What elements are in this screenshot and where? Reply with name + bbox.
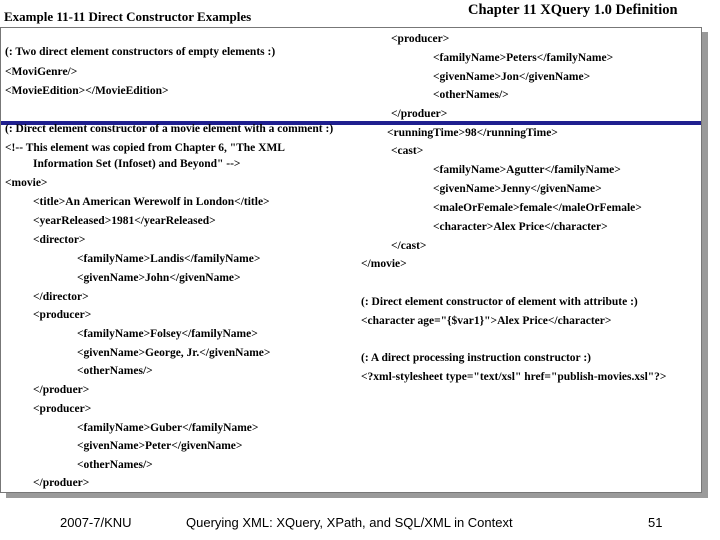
code-box bbox=[0, 27, 702, 493]
code-line: (: A direct processing instruction constructor :) bbox=[361, 352, 591, 364]
code-line: <familyName>Peters</familyName> bbox=[433, 52, 614, 64]
code-line: <!-- This element was copied from Chapter 6, "The XML bbox=[5, 142, 285, 154]
code-line: <MoviGenre/> bbox=[5, 66, 78, 78]
code-line: <producer> bbox=[33, 309, 92, 321]
code-line: (: Two direct element constructors of empty elements :) bbox=[5, 46, 276, 58]
code-line: <yearReleased>1981</yearReleased> bbox=[33, 215, 216, 227]
code-line: <maleOrFemale>female</maleOrFemale> bbox=[433, 202, 642, 214]
code-line: <title>An American Werewolf in London</title> bbox=[33, 196, 270, 208]
code-line: <otherNames/> bbox=[433, 89, 509, 101]
code-line: <familyName>Guber</familyName> bbox=[77, 422, 259, 434]
code-line: </produer> bbox=[33, 384, 90, 396]
code-line: <otherNames/> bbox=[77, 459, 153, 471]
code-line: <character age="{$var1}">Alex Price</character> bbox=[361, 315, 612, 327]
footer-title: Querying XML: XQuery, XPath, and SQL/XML in Context bbox=[186, 515, 513, 530]
code-line: <runningTime>98</runningTime> bbox=[387, 127, 558, 139]
code-line: <givenName>Jon</givenName> bbox=[433, 71, 591, 83]
code-line: <familyName>Agutter</familyName> bbox=[433, 164, 621, 176]
code-line: <director> bbox=[33, 234, 86, 246]
code-line: <givenName>George, Jr.</givenName> bbox=[77, 347, 271, 359]
code-line: </produer> bbox=[391, 108, 448, 120]
code-line: </produer> bbox=[33, 477, 90, 489]
code-line: (: Direct element constructor of element with attribute :) bbox=[361, 296, 638, 308]
code-line: </movie> bbox=[361, 258, 407, 270]
code-line: </director> bbox=[33, 291, 89, 303]
code-line: <familyName>Folsey</familyName> bbox=[77, 328, 258, 340]
code-line: <?xml-stylesheet type="text/xsl" href="publish-movies.xsl"?> bbox=[361, 371, 667, 383]
code-line: <givenName>Jenny</givenName> bbox=[433, 183, 602, 195]
code-line: </cast> bbox=[391, 240, 427, 252]
code-line: <character>Alex Price</character> bbox=[433, 221, 608, 233]
code-line: <familyName>Landis</familyName> bbox=[77, 253, 261, 265]
chapter-title: Chapter 11 XQuery 1.0 Definition bbox=[468, 2, 678, 18]
code-line: <otherNames/> bbox=[77, 365, 153, 377]
page-number: 51 bbox=[648, 515, 663, 530]
slide-subtitle: Example 11-11 Direct Constructor Examples bbox=[4, 9, 252, 24]
code-line: <MovieEdition></MovieEdition> bbox=[5, 85, 169, 97]
code-line: <givenName>John</givenName> bbox=[77, 272, 241, 284]
code-line: <movie> bbox=[5, 177, 48, 189]
code-line: (: Direct element constructor of a movie element with a comment :) bbox=[5, 123, 334, 135]
code-line: <producer> bbox=[33, 403, 92, 415]
code-line: <givenName>Peter</givenName> bbox=[77, 440, 243, 452]
code-line: Information Set (Infoset) and Beyond" --> bbox=[33, 158, 241, 170]
code-line: <producer> bbox=[391, 33, 450, 45]
footer-date: 2007-7/KNU bbox=[60, 515, 132, 530]
code-line: <cast> bbox=[391, 145, 424, 157]
